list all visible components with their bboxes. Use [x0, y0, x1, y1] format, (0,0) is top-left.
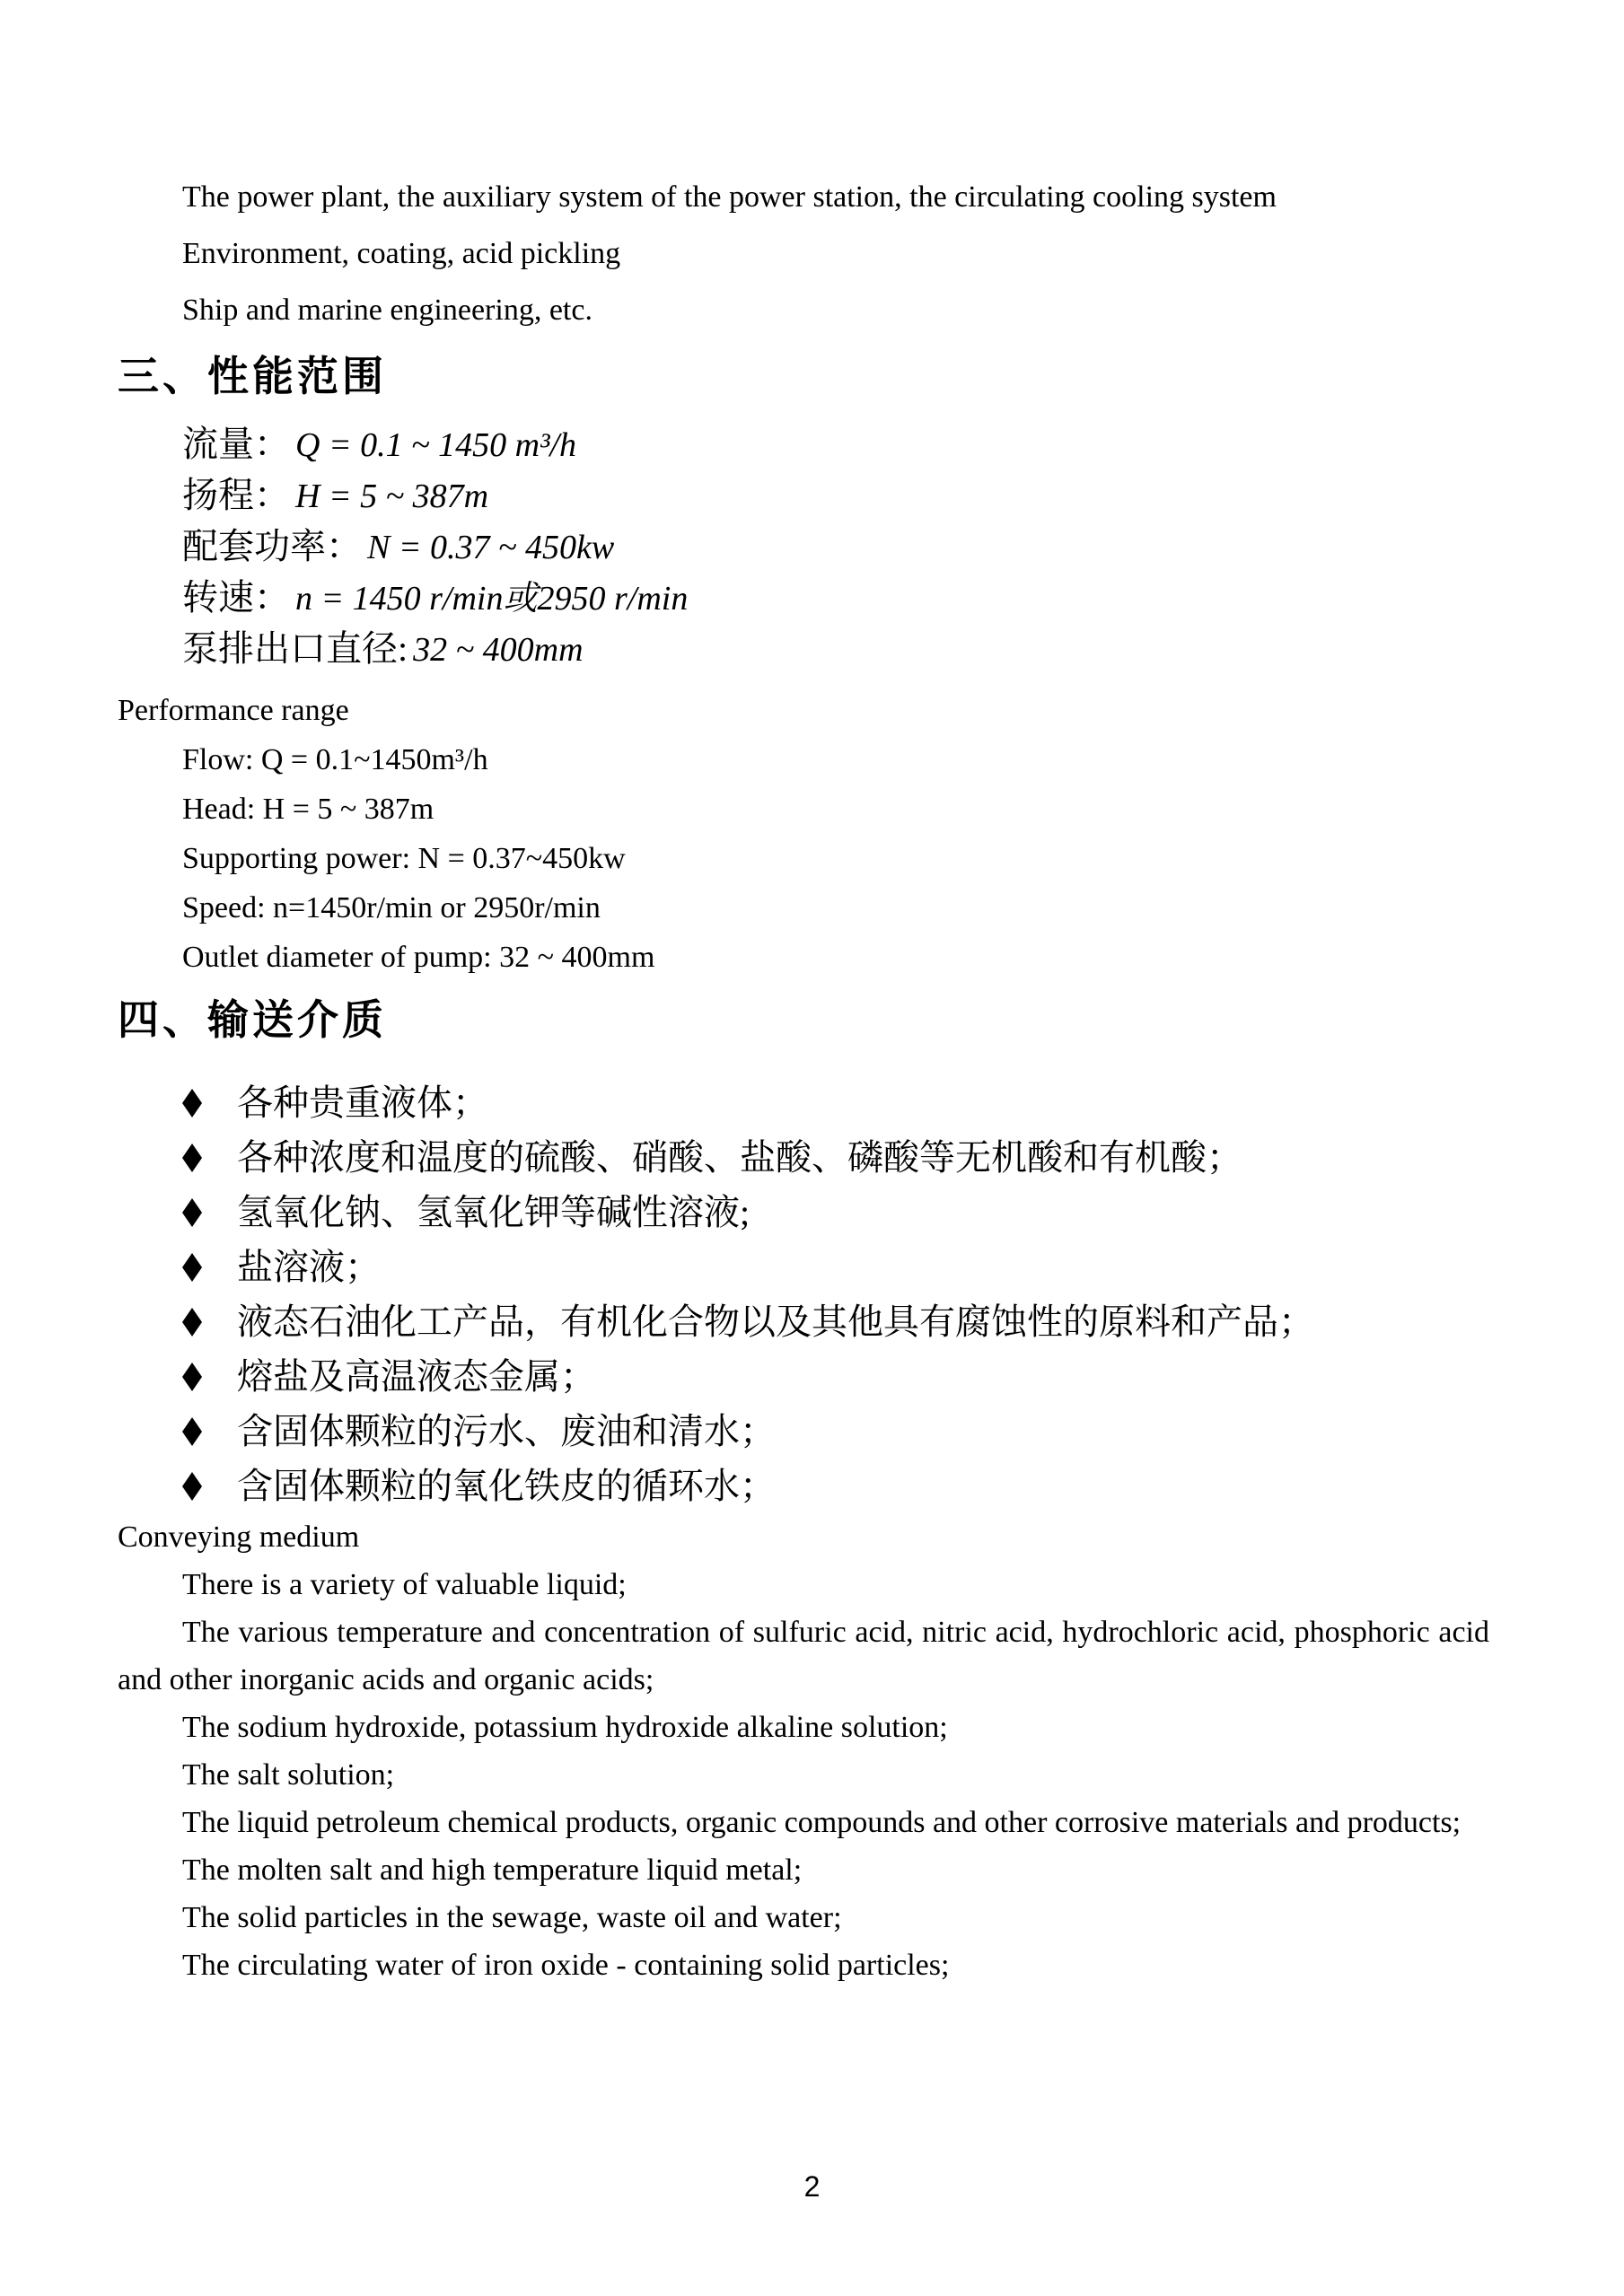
- spec-label: 扬程：: [182, 475, 290, 515]
- intro-line-3: Ship and marine engineering, etc.: [182, 294, 593, 327]
- list-item-text: 盐溶液；: [237, 1247, 381, 1287]
- page-number: 2: [803, 2170, 821, 2203]
- paragraph: The molten salt and high temperature liquid metal;: [182, 1853, 803, 1887]
- list-item: [118, 1130, 1489, 1185]
- heading-performance-range-en: Performance range: [118, 694, 349, 727]
- spec-label: 流量：: [182, 424, 290, 464]
- list-item-text: 各种贵重液体；: [237, 1082, 488, 1123]
- spec-head-en: Head: H = 5 ~ 387m: [182, 793, 435, 826]
- heading-performance-range-cn: 三、性能范围: [118, 353, 387, 399]
- list-item-text: 含固体颗粒的氧化铁皮的循环水；: [237, 1466, 776, 1506]
- diamond-bullet-icon: [182, 1363, 202, 1391]
- performance-specs-en: [118, 735, 1489, 982]
- spec-outlet-cn: [118, 624, 1489, 675]
- spec-label: 配套功率：: [182, 526, 362, 566]
- spec-formula: 32 ~ 400mm: [413, 631, 584, 669]
- spec-formula: N = 0.37 ~ 450kw: [367, 529, 615, 566]
- diamond-bullet-icon: [182, 1253, 202, 1282]
- diamond-bullet-icon: [182, 1198, 202, 1227]
- list-item-text: 氢氧化钠、氢氧化钾等碱性溶液;: [237, 1192, 751, 1232]
- diamond-bullet-icon: [182, 1144, 202, 1172]
- list-item: [118, 1075, 1489, 1130]
- intro-line-1: The power plant, the auxiliary system of the power station, the circulating cooling system: [182, 180, 1277, 214]
- conveying-paragraphs-en: [118, 1561, 1489, 1989]
- paragraph: The liquid petroleum chemical products, organic compounds and other corrosive materials and products;: [182, 1806, 1462, 1839]
- performance-specs-cn: [118, 419, 1489, 675]
- paragraph: The solid particles in the sewage, waste oil and water;: [182, 1901, 842, 1934]
- paragraph: There is a variety of valuable liquid;: [182, 1568, 627, 1601]
- list-item: [118, 1185, 1489, 1240]
- spec-head-cn: [118, 470, 1489, 521]
- paragraph: The salt solution;: [182, 1758, 395, 1792]
- diamond-bullet-icon: [182, 1089, 202, 1117]
- paragraph: The various temperature and concentration of sulfuric acid, nitric acid, hydrochloric acid, phosphoric acid and other inorganic acids and organic acids;: [118, 1616, 1489, 1696]
- diamond-bullet-icon: [182, 1417, 202, 1446]
- spec-formula: Q = 0.1 ~ 1450 m³/h: [295, 426, 577, 464]
- list-item: [118, 1404, 1489, 1459]
- spec-label: 转速：: [182, 577, 290, 618]
- diamond-bullet-icon: [182, 1472, 202, 1501]
- spec-flow-cn: [118, 419, 1489, 470]
- heading-conveying-medium-en: Conveying medium: [118, 1520, 360, 1554]
- medium-bullet-list: [118, 1075, 1489, 1513]
- spec-formula: n = 1450 r/min或2950 r/min: [295, 580, 689, 618]
- spec-label: 泵排出口直径:: [182, 628, 408, 669]
- list-item: [118, 1349, 1489, 1404]
- spec-speed-cn: [118, 573, 1489, 624]
- list-item-text: 液态石油化工产品，有机化合物以及其他具有腐蚀性的原料和产品；: [237, 1301, 1314, 1342]
- list-item-text: 熔盐及高温液态金属；: [237, 1356, 596, 1397]
- list-item: [118, 1294, 1489, 1349]
- list-item-text: 含固体颗粒的污水、废油和清水；: [237, 1411, 776, 1451]
- heading-conveying-medium-cn: 四、输送介质: [118, 996, 387, 1043]
- list-item-text: 各种浓度和温度的硫酸、硝酸、盐酸、磷酸等无机酸和有机酸；: [237, 1137, 1242, 1178]
- spec-outlet-en: Outlet diameter of pump: 32 ~ 400mm: [182, 941, 655, 974]
- spec-formula: H = 5 ~ 387m: [295, 478, 489, 515]
- intro-line-2: Environment, coating, acid pickling: [182, 237, 621, 270]
- spec-power-en: Supporting power: N = 0.37~450kw: [182, 842, 626, 875]
- diamond-bullet-icon: [182, 1308, 202, 1336]
- list-item: [118, 1240, 1489, 1294]
- list-item: [118, 1459, 1489, 1513]
- spec-flow-en: Flow: Q = 0.1~1450m³/h: [182, 743, 488, 776]
- paragraph: The sodium hydroxide, potassium hydroxide alkaline solution;: [182, 1711, 948, 1744]
- spec-power-cn: [118, 521, 1489, 573]
- spec-speed-en: Speed: n=1450r/min or 2950r/min: [182, 891, 601, 925]
- intro-section: [118, 169, 1489, 338]
- paragraph: The circulating water of iron oxide - containing solid particles;: [182, 1949, 950, 1982]
